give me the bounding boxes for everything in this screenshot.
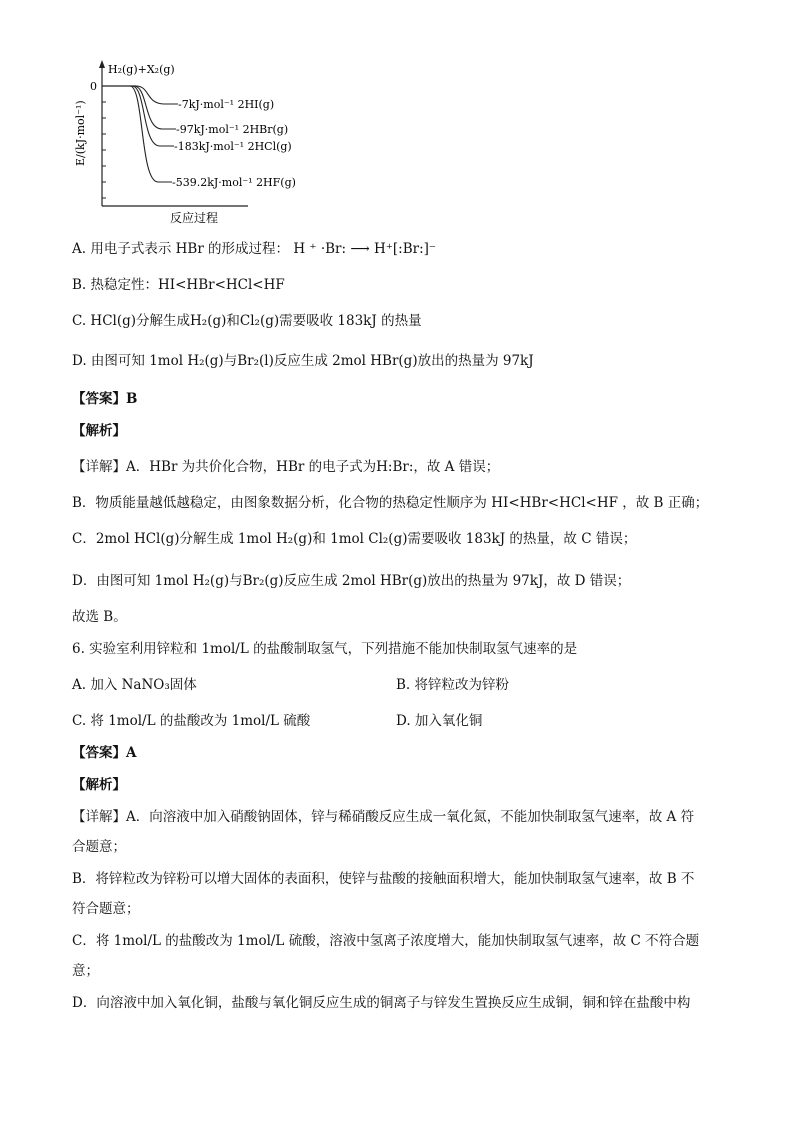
q5-detail-d: D．由图可知 1mol H₂(g)与Br₂(g)反应生成 2mol HBr(g)放出的热量为 97kJ，故 D 错误； <box>72 573 631 589</box>
q6-option-d: D. 加入氧化铜 <box>396 713 483 729</box>
start-label: H₂(g)+X₂(g) <box>108 63 175 76</box>
q5-detail-b: B．物质能量越低越稳定，由图象数据分析，化合物的热稳定性顺序为 HI<HBr<HCl<HF ，故 B 正确； <box>72 495 709 511</box>
q6-stem: 6. 实验室利用锌粒和 1mol/L 的盐酸制取氢气，下列措施不能加快制取氢气速率的是 <box>72 641 578 657</box>
q5-conclusion: 故选 B。 <box>72 609 127 625</box>
x-axis-label: 反应过程 <box>170 211 219 225</box>
q6-option-b: B. 将锌粒改为锌粉 <box>396 677 510 693</box>
energy-curve <box>134 86 176 129</box>
q5-answer: 【答案】B <box>72 391 138 407</box>
q6-detail-c-line2: 意； <box>72 963 99 979</box>
energy-curve-label: -183kJ·mol⁻¹ 2HCl(g) <box>174 140 292 153</box>
q6-detail-a-line2: 合题意； <box>72 839 126 855</box>
y-axis-arrow <box>99 60 105 68</box>
energy-curves <box>130 86 178 182</box>
q5-option-a-formula: H ⁺ ·Br: ⟶ H⁺[:Br:]⁻ <box>293 241 437 257</box>
q6-detail-b-line1: B．将锌粒改为锌粉可以增大固体的表面积，使锌与盐酸的接触面积增大，能加快制取氢气速率，故 B 不 <box>72 871 695 887</box>
energy-curve-label: -7kJ·mol⁻¹ 2HI(g) <box>178 98 275 111</box>
energy-curve-label: -539.2kJ·mol⁻¹ 2HF(g) <box>172 176 296 189</box>
curve-labels <box>172 98 296 189</box>
q5-analysis-title: 【解析】 <box>72 423 126 439</box>
q6-option-a: A. 加入 NaNO₃固体 <box>72 677 197 693</box>
q6-detail-d-line1: D．向溶液中加入氧化铜，盐酸与氧化铜反应生成的铜离子与锌发生置换反应生成铜，铜和锌在盐酸中构 <box>72 995 691 1011</box>
q6-detail-b-line2: 符合题意； <box>72 901 140 917</box>
q5-option-c: C. HCl(g)分解生成H₂(g)和Cl₂(g)需要吸收 183kJ 的热量 <box>72 313 422 329</box>
q5-option-b: B. 热稳定性：HI<HBr<HCl<HF <box>72 277 285 293</box>
y-axis-label: E/(kJ·mol⁻¹) <box>74 100 87 166</box>
q6-answer: 【答案】A <box>72 745 137 761</box>
energy-curve <box>132 86 174 146</box>
energy-curve <box>130 86 172 182</box>
q5-detail-a: 【详解】A．HBr 为共价化合物，HBr 的电子式为H:Br:，故 A 错误； <box>72 459 500 475</box>
q5-option-a-text: A. 用电子式表示 HBr 的形成过程： <box>72 241 290 257</box>
q6-detail-a-line1: 【详解】A．向溶液中加入硝酸钠固体，锌与稀硝酸反应生成一氧化氮，不能加快制取氢气速率，故 A 符 <box>72 809 695 825</box>
q6-analysis-title: 【解析】 <box>72 777 126 793</box>
zero-label: 0 <box>90 80 97 93</box>
q5-option-d: D. 由图可知 1mol H₂(g)与Br₂(l)反应生成 2mol HBr(g)放出的热量为 97kJ <box>72 353 534 369</box>
energy-curve-label: -97kJ·mol⁻¹ 2HBr(g) <box>176 123 289 136</box>
energy-diagram <box>70 56 330 228</box>
q6-detail-c-line1: C．将 1mol/L 的盐酸改为 1mol/L 硫酸，溶液中氢离子浓度增大，能加快制取氢气速率，故 C 不符合题 <box>72 933 700 949</box>
q5-option-a <box>72 240 436 258</box>
q6-option-c: C. 将 1mol/L 的盐酸改为 1mol/L 硫酸 <box>72 713 311 729</box>
q5-detail-c: C．2mol HCl(g)分解生成 1mol H₂(g)和 1mol Cl₂(g)需要吸收 183kJ 的热量，故 C 错误； <box>72 531 637 547</box>
